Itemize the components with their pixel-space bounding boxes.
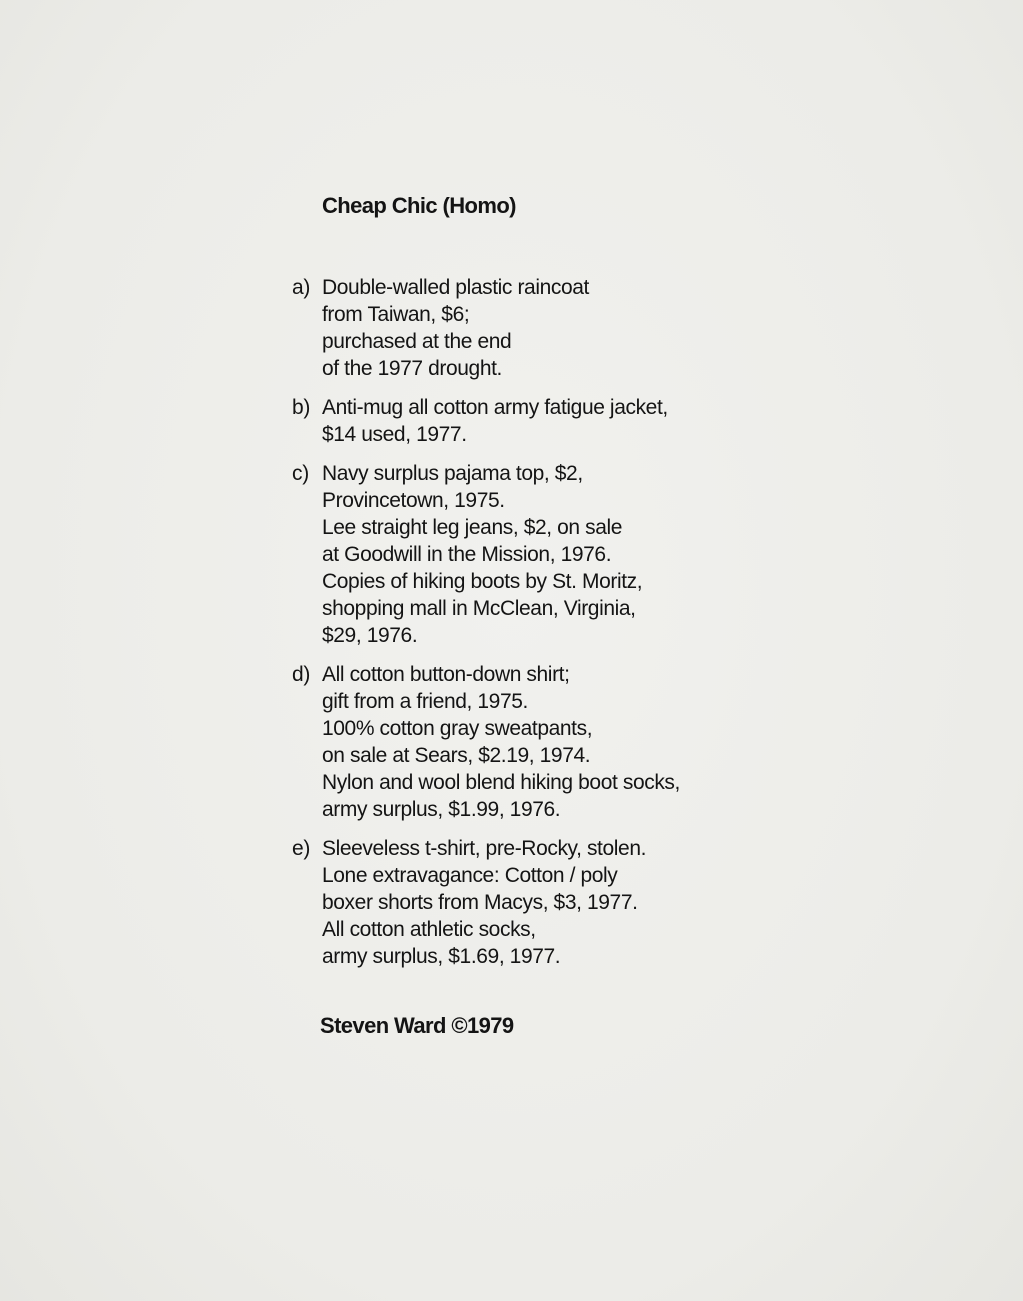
item-list: [292, 274, 812, 982]
item-text: [322, 394, 812, 448]
item-marker: a): [292, 276, 311, 299]
item-line: Nylon and wool blend hiking boot socks,: [322, 771, 680, 794]
item-line: $29, 1976.: [322, 624, 418, 647]
document-title: Cheap Chic (Homo): [322, 193, 516, 218]
item-line: Sleeveless t-shirt, pre-Rocky, stolen.: [322, 837, 647, 860]
author-signature: Steven Ward ©1979: [320, 1013, 514, 1038]
item-line: army surplus, $1.99, 1976.: [322, 798, 561, 821]
item-line: Lee straight leg jeans, $2, on sale: [322, 516, 623, 539]
item-text: [322, 835, 812, 970]
item-line: 100% cotton gray sweatpants,: [322, 717, 593, 740]
item-line: Anti-mug all cotton army fatigue jacket,: [322, 396, 668, 419]
item-line: Lone extravagance: Cotton / poly: [322, 864, 618, 887]
item-line: at Goodwill in the Mission, 1976.: [322, 543, 612, 566]
item-line: Navy surplus pajama top, $2,: [322, 462, 583, 485]
item-line: Copies of hiking boots by St. Moritz,: [322, 570, 643, 593]
item-line: on sale at Sears, $2.19, 1974.: [322, 744, 591, 767]
item-text: [322, 661, 812, 823]
item-marker: b): [292, 396, 311, 419]
item-line: All cotton athletic socks,: [322, 918, 536, 941]
item-line: Provincetown, 1975.: [322, 489, 505, 512]
item-marker: e): [292, 837, 311, 860]
list-item: [292, 661, 812, 823]
list-item: [292, 274, 812, 382]
item-line: All cotton button-down shirt;: [322, 663, 570, 686]
item-line: $14 used, 1977.: [322, 423, 467, 446]
item-line: army surplus, $1.69, 1977.: [322, 945, 561, 968]
item-line: from Taiwan, $6;: [322, 303, 470, 326]
item-line: shopping mall in McClean, Virginia,: [322, 597, 636, 620]
item-line: boxer shorts from Macys, $3, 1977.: [322, 891, 638, 914]
item-text: [322, 460, 812, 649]
list-item: [292, 394, 812, 448]
item-marker: c): [292, 462, 309, 485]
item-text: [322, 274, 812, 382]
list-item: [292, 460, 812, 649]
list-item: [292, 835, 812, 970]
item-line: of the 1977 drought.: [322, 357, 502, 380]
item-line: purchased at the end: [322, 330, 512, 353]
item-line: gift from a friend, 1975.: [322, 690, 528, 713]
item-marker: d): [292, 663, 311, 686]
item-line: Double-walled plastic raincoat: [322, 276, 589, 299]
